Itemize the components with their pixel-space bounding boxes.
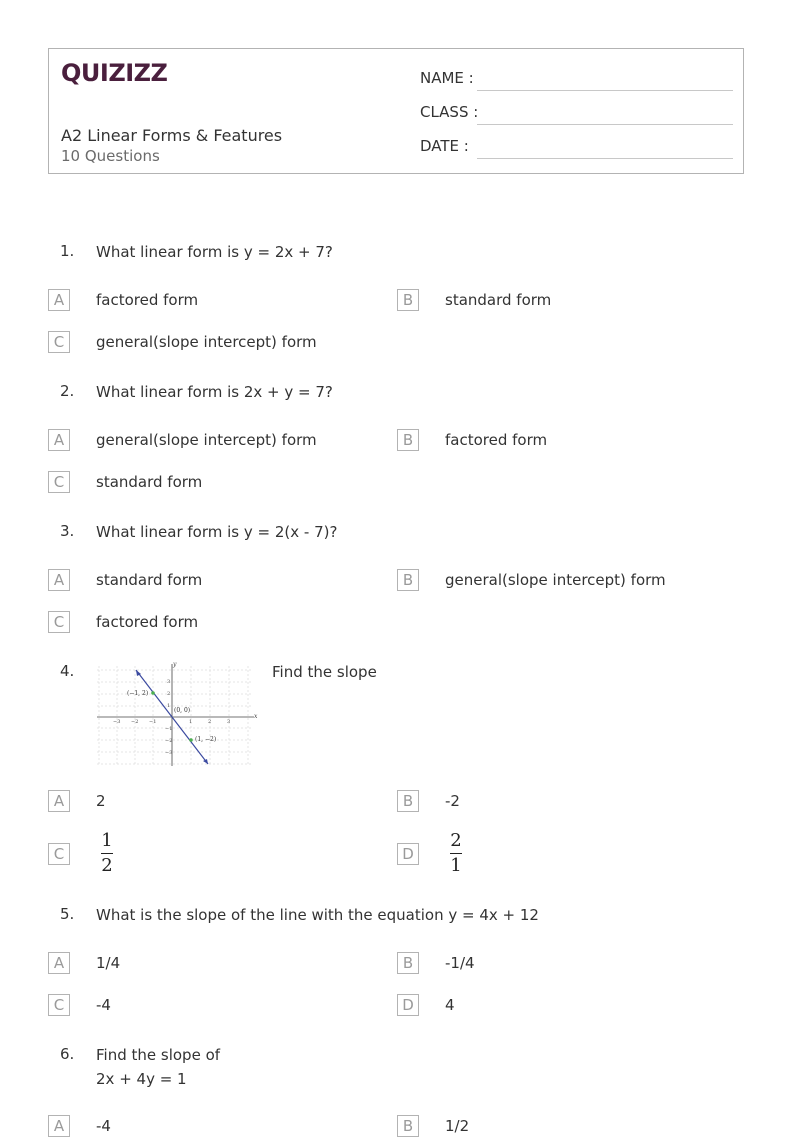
- question-number: 3.: [60, 522, 75, 540]
- fraction-denominator: 2: [101, 855, 113, 876]
- option-a-text: factored form: [96, 291, 199, 309]
- x-tick: 2: [208, 719, 212, 725]
- option-a-box[interactable]: A: [48, 790, 70, 812]
- y-tick: 3: [167, 679, 171, 685]
- option-b-box[interactable]: B: [397, 952, 419, 974]
- x-axis-label: x: [254, 713, 258, 720]
- option-c-box[interactable]: C: [48, 994, 70, 1016]
- option-b-text: standard form: [445, 291, 552, 309]
- option-a-box[interactable]: A: [48, 289, 70, 311]
- option-d-text: 4: [445, 996, 455, 1014]
- y-tick: −2: [165, 738, 173, 744]
- fraction-numerator: 2: [450, 830, 462, 851]
- question-number: 2.: [60, 382, 75, 400]
- option-c-box[interactable]: C: [48, 331, 70, 353]
- option-c-text: factored form: [96, 613, 199, 631]
- x-tick: −3: [113, 719, 121, 725]
- fraction-bar: [101, 853, 113, 854]
- y-tick: −3: [165, 750, 173, 756]
- option-b-text: general(slope intercept) form: [445, 571, 666, 589]
- option-c-text: -4: [96, 996, 111, 1014]
- option-b-text: factored form: [445, 431, 548, 449]
- option-d-fraction: [449, 831, 463, 876]
- fraction-bar: [450, 853, 462, 854]
- question-text: Find the slope: [272, 663, 377, 681]
- x-tick: 3: [227, 719, 231, 725]
- option-b-text: 1/2: [445, 1117, 470, 1135]
- option-a-box[interactable]: A: [48, 1115, 70, 1137]
- question-number: 6.: [60, 1045, 75, 1063]
- option-c-text: standard form: [96, 473, 203, 491]
- point-label: (−1, 2): [127, 690, 149, 697]
- option-b-box[interactable]: B: [397, 1115, 419, 1137]
- date-line: [477, 158, 733, 159]
- option-b-text: -1/4: [445, 954, 475, 972]
- option-a-text: -4: [96, 1117, 111, 1135]
- question-text: What is the slope of the line with the equation y = 4x + 12: [96, 906, 539, 924]
- question-text: What linear form is y = 2x + 7?: [96, 243, 333, 261]
- y-tick: 2: [167, 691, 171, 697]
- y-tick: −1: [165, 726, 173, 732]
- fraction-denominator: 1: [450, 855, 462, 876]
- graph-point: [151, 691, 155, 695]
- option-b-box[interactable]: B: [397, 569, 419, 591]
- question-text: What linear form is y = 2(x - 7)?: [96, 523, 338, 541]
- option-c-box[interactable]: C: [48, 471, 70, 493]
- x-tick: −1: [149, 719, 157, 725]
- option-d-box[interactable]: D: [397, 994, 419, 1016]
- coordinate-graph: [96, 662, 258, 766]
- name-line: [477, 90, 733, 91]
- option-c-fraction: [100, 831, 114, 876]
- class-label: CLASS :: [420, 103, 479, 121]
- graph-grid: [97, 666, 251, 764]
- arrow-head-bottom: [203, 759, 208, 764]
- option-d-box[interactable]: D: [397, 843, 419, 865]
- point-label: (0, 0): [174, 707, 191, 714]
- option-a-text: 1/4: [96, 954, 121, 972]
- question-text: What linear form is 2x + y = 7?: [96, 383, 333, 401]
- option-c-box[interactable]: C: [48, 843, 70, 865]
- option-a-text: general(slope intercept) form: [96, 431, 317, 449]
- worksheet-title: A2 Linear Forms & Features: [61, 126, 283, 145]
- option-c-box[interactable]: C: [48, 611, 70, 633]
- option-b-box[interactable]: B: [397, 429, 419, 451]
- question-number: 1.: [60, 242, 75, 260]
- fraction-numerator: 1: [101, 830, 113, 851]
- question-text-line-1: Find the slope of: [96, 1046, 221, 1064]
- date-label: DATE :: [420, 137, 469, 155]
- question-text-line-2: 2x + 4y = 1: [96, 1070, 187, 1088]
- question-count: 10 Questions: [61, 147, 160, 165]
- graph-point: [189, 738, 193, 742]
- option-b-box[interactable]: B: [397, 289, 419, 311]
- point-label: (1, −2): [195, 736, 217, 743]
- question-number: 5.: [60, 905, 75, 923]
- x-tick: −2: [131, 719, 139, 725]
- quizizz-logo: QUIZIZZ: [61, 59, 168, 87]
- x-tick: 1: [189, 719, 193, 725]
- option-b-box[interactable]: B: [397, 790, 419, 812]
- question-number: 4.: [60, 662, 75, 680]
- option-a-box[interactable]: A: [48, 429, 70, 451]
- option-a-text: standard form: [96, 571, 203, 589]
- option-c-text: general(slope intercept) form: [96, 333, 317, 351]
- option-b-text: -2: [445, 792, 460, 810]
- worksheet-header: [48, 48, 744, 174]
- name-label: NAME :: [420, 69, 474, 87]
- class-line: [477, 124, 733, 125]
- option-a-box[interactable]: A: [48, 569, 70, 591]
- y-axis-label: y: [173, 662, 177, 668]
- option-a-text: 2: [96, 792, 106, 810]
- option-a-box[interactable]: A: [48, 952, 70, 974]
- y-tick: 1: [167, 703, 171, 709]
